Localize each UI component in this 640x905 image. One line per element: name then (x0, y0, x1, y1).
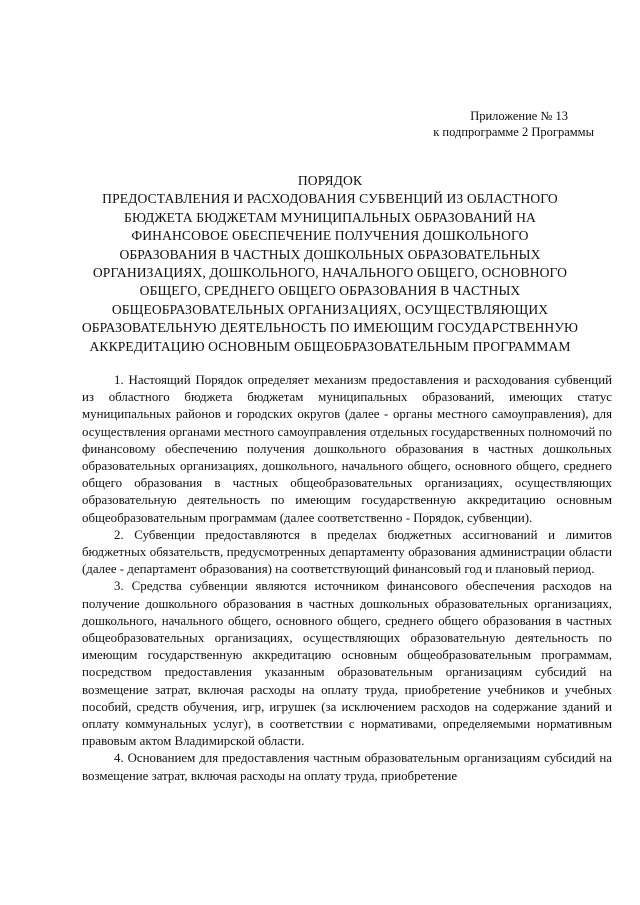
title-line: ОБРАЗОВАНИЯ В ЧАСТНЫХ ДОШКОЛЬНЫХ ОБРАЗОВАТЕЛЬНЫХ (119, 246, 541, 262)
title-line: ОБЩЕГО, СРЕДНЕГО ОБЩЕГО ОБРАЗОВАНИЯ В ЧАСТНЫХ (139, 283, 521, 299)
title-line: ОБЩЕОБРАЗОВАТЕЛЬНЫХ ОРГАНИЗАЦИЯХ, ОСУЩЕСТВЛЯЮЩИХ (111, 301, 549, 317)
paragraph-3: 3. Средства субвенции являются источником финансового обеспечения расходов на получение дошкольного образования в частных дошкольных образовательных организациях, дошкольного, начального общего, основного общего, среднего общего образования в частных общеобразовательных организациях, осуществляющих образовательную деятельность по имеющим государственную аккредитацию основным общеобразовательным программам, посредством предоставления указанным образовательным организациям субсидий на возмещение затрат, включая расходы на оплату труда, приобретение учебников и учебных пособий, средств обучения, игр, игрушек (за исключением расходов на содержание зданий и оплату коммунальных услуг), в соответствии с нормативами, определяемыми нормативным правовым актом Владимирской области. (82, 579, 612, 749)
title-line: ФИНАНСОВОЕ ОБЕСПЕЧЕНИЕ ПОЛУЧЕНИЯ ДОШКОЛЬНОГО (131, 228, 529, 244)
document-title (60, 172, 600, 356)
title-line: ОБРАЗОВАТЕЛЬНУЮ ДЕЯТЕЛЬНОСТЬ ПО ИМЕЮЩИМ ГОСУДАРСТВЕННУЮ (81, 320, 579, 336)
appendix-number: Приложение № 13 (470, 109, 568, 123)
paragraph-2: 2. Субвенции предоставляются в пределах бюджетных ассигнований и лимитов бюджетных обязательств, предусмотренных департаменту образования администрации области (далее - департамент образования) на соответствующий финансовый год и плановый период. (82, 527, 612, 577)
title-line: АККРЕДИТАЦИЮ ОСНОВНЫМ ОБЩЕОБРАЗОВАТЕЛЬНЫМ ПРОГРАММАМ (89, 338, 571, 354)
paragraph-4: 4. Основанием для предоставления частным образовательным организациям субсидий на возмещение затрат, включая расходы на оплату труда, приобретение (82, 751, 612, 783)
appendix-note (433, 108, 594, 140)
document-body (82, 372, 612, 785)
title-line: ПРЕДОСТАВЛЕНИЯ И РАСХОДОВАНИЯ СУБВЕНЦИЙ ИЗ ОБЛАСТНОГО (102, 191, 558, 207)
paragraph-1: 1. Настоящий Порядок определяет механизм предоставления и расходования субвенций из областного бюджета бюджетам муниципальных образований, имеющих статус муниципальных районов и городских округов (далее - органы местного самоуправления), для осуществления органами местного самоуправления отдельных государственных полномочий по финансовому обеспечению получения дошкольного образования в частных дошкольных образовательных организациях, дошкольного, начального общего, основного общего, среднего общего образования в частных общеобразовательных организациях, осуществляющих образовательную деятельность по имеющим государственную аккредитацию основным общеобразовательным программам (далее соответственно - Порядок, субвенции). (82, 373, 612, 525)
title-heading: ПОРЯДОК (297, 173, 363, 188)
title-line: ОРГАНИЗАЦИЯХ, ДОШКОЛЬНОГО, НАЧАЛЬНОГО ОБЩЕГО, ОСНОВНОГО (92, 265, 568, 281)
appendix-reference: к подпрограмме 2 Программы (433, 125, 594, 139)
title-line: БЮДЖЕТА БЮДЖЕТАМ МУНИЦИПАЛЬНЫХ ОБРАЗОВАНИЙ НА (124, 209, 536, 225)
